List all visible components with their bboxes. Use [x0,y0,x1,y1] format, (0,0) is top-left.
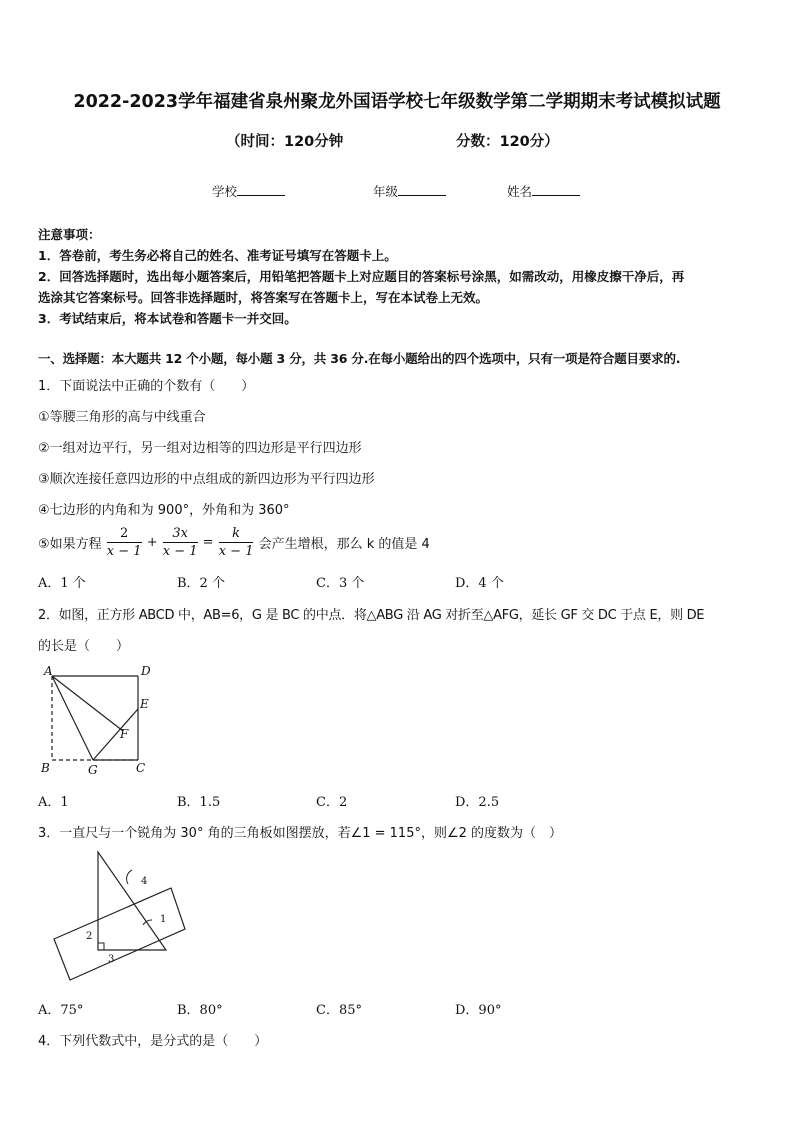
angle-4-arc [127,870,132,884]
q1-statement-1: ①等腰三角形的高与中线重合 [38,410,206,425]
segment-ge [93,709,138,760]
equals-sign: = [202,535,214,550]
fraction-3: $\frac{k}{x - 1}$ [218,526,254,559]
q2-option-d[interactable]: D．2.5 [455,795,500,810]
q2-stem-line2: 的长是（ ） [38,639,130,654]
set-square [98,852,166,950]
q2-stem-line1: 2．如图，正方形 ABCD 中，AB=6，G 是 BC 的中点．将△ABG 沿 AG 对折至△AFG，延长 GF 交 DC 于点 E，则 DE [38,608,705,623]
plus-sign: + [146,535,158,550]
q3-option-d[interactable]: D．90° [455,1003,502,1018]
instruction-2: 2．回答选择题时，选出每小题答案后，用铅笔把答题卡上对应题目的答案标号涂黑，如需改动，用橡皮擦干净后，再 [38,269,685,284]
q1-statement-2: ②一组对边平行，另一组对边相等的四边形是平行四边形 [38,441,362,456]
segment-af [52,676,123,731]
angle-4-label: 4 [141,876,148,887]
q2-option-a[interactable]: A．1 [38,795,69,810]
label-c: C [136,761,146,775]
q3-stem: 3．一直尺与一个锐角为 30° 角的三角板如图摆放，若∠1 = 115°，则∠2 的度数为（ ） [38,826,563,841]
name-field[interactable]: 姓名 [507,182,580,200]
label-d: D [141,664,151,678]
q1-statement-3: ③顺次连接任意四边形的中点组成的新四边形为平行四边形 [38,472,375,487]
q3-ruler-triangle-figure [48,846,208,984]
fraction-1: $\frac{2}{x - 1}$ [106,526,142,559]
instruction-3: 3．考试结束后，将本试卷和答题卡一并交回。 [38,311,297,326]
instructions-heading: 注意事项： [38,227,101,242]
q1-s5-suffix: 会产生增根，那么 k 的值是 4 [258,537,430,552]
q1-stem: 1．下面说法中正确的个数有（ ） [38,379,255,394]
ruler [54,888,185,980]
q1-statement-5 [38,525,430,560]
label-f: F [120,727,129,741]
label-b: B [41,761,50,775]
q2-option-b[interactable]: B．1.5 [177,795,221,810]
q3-option-c[interactable]: C．85° [316,1003,362,1018]
label-a: A [44,664,53,678]
label-g: G [88,763,98,777]
q1-option-d[interactable]: D．4 个 [455,576,504,591]
angle-1-label: 1 [160,914,167,925]
time-label: （时间：120分钟 [226,134,344,150]
label-e: E [140,697,149,711]
grade-blank[interactable] [398,184,446,196]
school-blank[interactable] [237,184,285,196]
q2-option-c[interactable]: C．2 [316,795,348,810]
right-angle-mark [98,943,104,950]
grade-field[interactable]: 年级 [373,182,446,200]
angle-3-label: 3 [108,954,115,965]
q1-s5-prefix: ⑤如果方程 [38,537,102,552]
score-label: 分数：120分） [456,134,559,150]
q1-option-a[interactable]: A．1 个 [38,576,86,591]
angle-2-label: 2 [86,931,93,942]
school-field[interactable]: 学校 [212,182,285,200]
q4-stem: 4．下列代数式中，是分式的是（ ） [38,1034,268,1049]
q1-statement-4: ④七边形的内角和为 900°，外角和为 360° [38,503,290,518]
q3-option-a[interactable]: A．75° [38,1003,84,1018]
instruction-2-cont: 选涂其它答案标号。回答非选择题时，将答案写在答题卡上，写在本试卷上无效。 [38,290,489,305]
segment-ag [52,676,93,760]
exam-title: 2022-2023学年福建省泉州聚龙外国语学校七年级数学第二学期期末考试模拟试题 [73,92,721,112]
name-blank[interactable] [532,184,580,196]
instruction-1: 1．答卷前，考生务必将自己的姓名、准考证号填写在答题卡上。 [38,248,397,263]
q3-option-b[interactable]: B．80° [177,1003,223,1018]
fraction-2: $\frac{3x}{x - 1}$ [162,526,198,559]
section-heading: 一、选择题：本大题共 12 个小题，每小题 3 分，共 36 分.在每小题给出的四个选项中，只有一项是符合题目要求的. [38,351,681,366]
instructions [38,224,758,329]
q1-option-c[interactable]: C．3 个 [316,576,365,591]
q2-square-figure [36,660,166,778]
q1-option-b[interactable]: B．2 个 [177,576,225,591]
